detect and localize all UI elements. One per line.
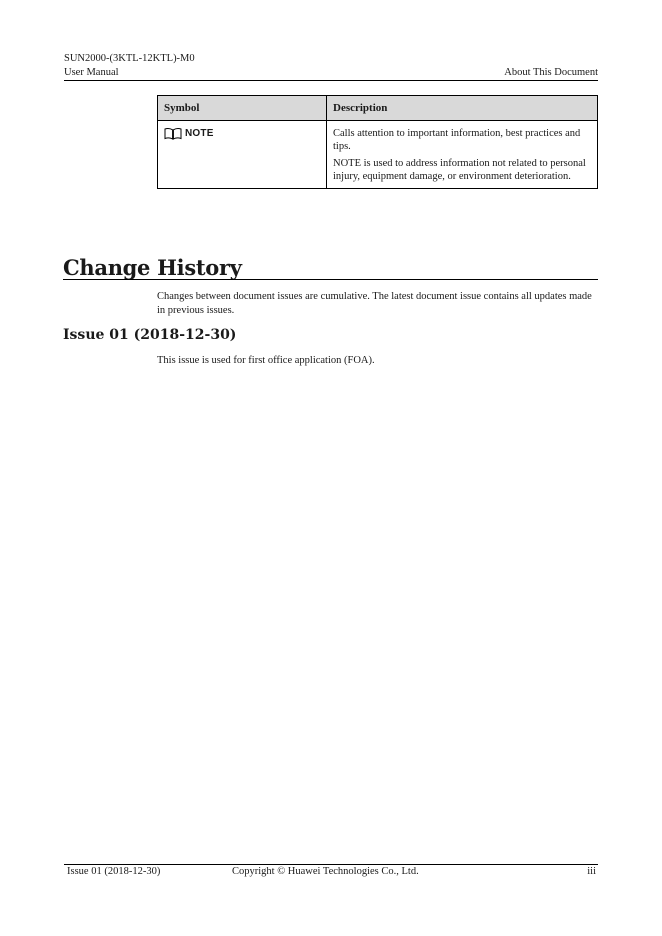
page-number: iii <box>587 866 596 877</box>
heading-divider <box>63 279 598 280</box>
column-header-symbol: Symbol <box>158 96 327 121</box>
product-name: SUN2000-(3KTL-12KTL)-M0 <box>64 53 195 64</box>
note-label: NOTE <box>185 128 214 139</box>
section-name: About This Document <box>504 67 598 78</box>
description-cell <box>327 121 598 189</box>
description-text: Calls attention to important information, best practices and tips. <box>333 128 581 152</box>
footer-issue: Issue 01 (2018-12-30) <box>67 866 161 877</box>
change-history-heading: Change History <box>63 255 242 280</box>
note-symbol <box>164 127 320 140</box>
table-row <box>158 121 598 189</box>
symbol-table <box>157 95 598 189</box>
change-history-intro: Changes between document issues are cumulative. The latest document issue contains all updates made in previous issues. <box>157 291 592 316</box>
column-header-description: Description <box>327 96 598 121</box>
page-footer <box>64 866 598 880</box>
description-text: NOTE is used to address information not related to personal injury, equipment damage, or environment deterioration. <box>333 158 586 182</box>
issue-description: This issue is used for first office application (FOA). <box>157 355 375 366</box>
page-header <box>64 52 598 80</box>
issue-heading: Issue 01 (2018-12-30) <box>63 327 237 343</box>
footer-divider <box>64 864 598 865</box>
table-header-row <box>158 96 598 121</box>
footer-copyright: Copyright © Huawei Technologies Co., Ltd. <box>232 866 419 877</box>
header-divider <box>64 80 598 81</box>
document-type: User Manual <box>64 67 119 78</box>
open-book-icon <box>164 127 182 140</box>
symbol-cell <box>158 121 327 189</box>
